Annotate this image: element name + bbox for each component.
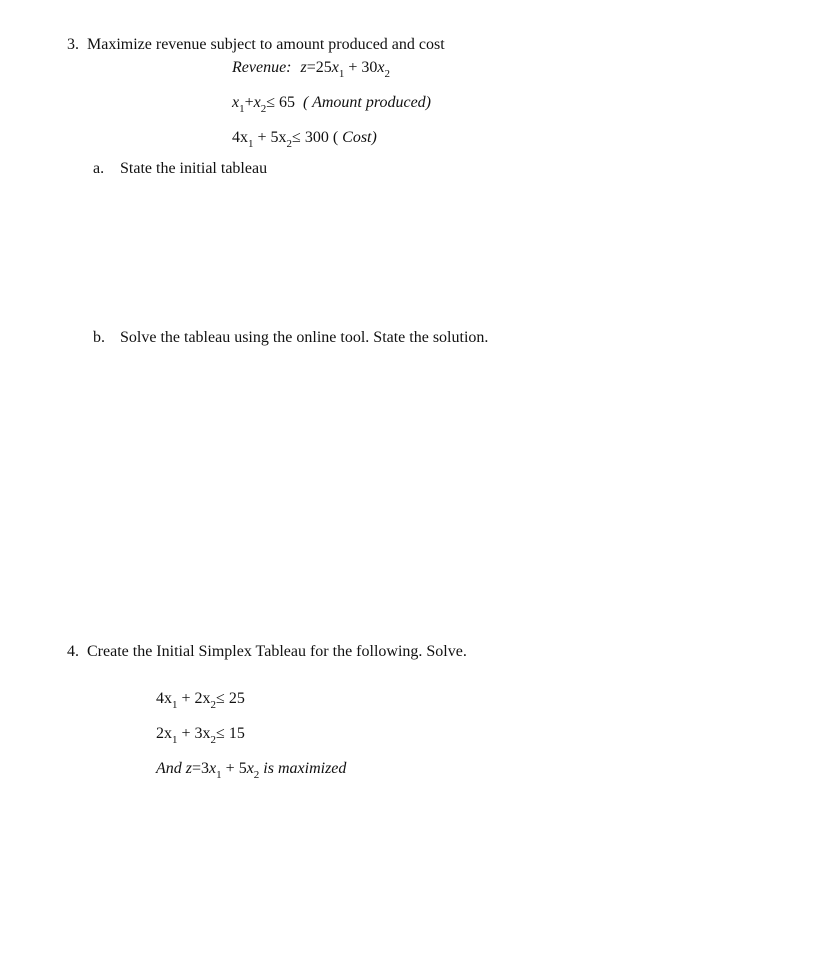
problem-4-constraint-1: $4x_1 + 2x_2\le 25$ <box>156 690 245 711</box>
problem-title: Create the Initial Simplex Tableau for the following. Solve. <box>87 643 467 660</box>
problem-4-objective: And $z=3x_1 + 5x_2$ is maximized <box>156 760 347 781</box>
cost-constraint: $4x_1 + 5x_2\le 300$ ( Cost) <box>232 129 377 150</box>
amount-constraint: $x_1+x_2\le 65$ ( Amount produced) <box>232 94 432 115</box>
amount-note: ( Amount produced) <box>303 94 432 111</box>
problem-4-constraint-2: $2x_1 + 3x_2\le 15$ <box>156 725 245 746</box>
cost-note: Cost) <box>342 129 377 146</box>
problem-title: Maximize revenue subject to amount produced and cost <box>87 36 445 53</box>
part-a <box>93 159 267 179</box>
part-b <box>93 328 488 348</box>
revenue-equation: Revenue: $z=25x_1 + 30x_2$ <box>232 59 391 80</box>
problem-4-heading <box>67 642 467 662</box>
revenue-label: Revenue: <box>232 59 292 76</box>
problem-number: 3. <box>67 36 79 53</box>
problem-3-heading <box>67 35 445 55</box>
part-text: Solve the tableau using the online tool. State the solution. <box>120 329 489 346</box>
part-letter: b. <box>93 329 105 346</box>
problem-number: 4. <box>67 643 79 660</box>
part-letter: a. <box>93 160 105 177</box>
part-text: State the initial tableau <box>120 160 268 177</box>
